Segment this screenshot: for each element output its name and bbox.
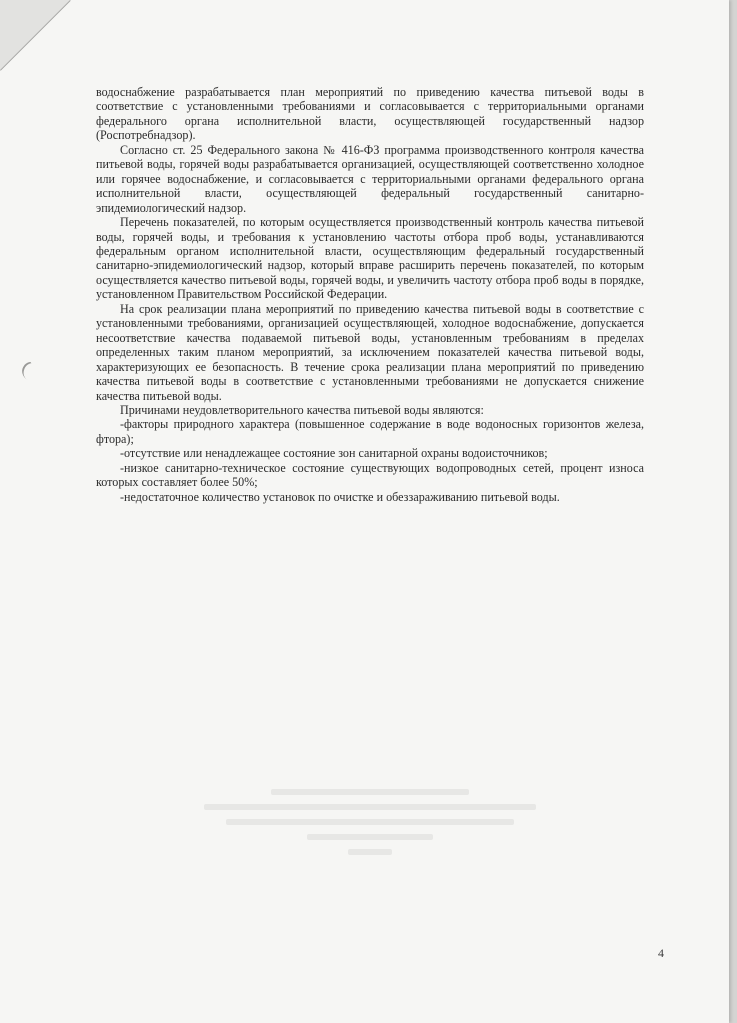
paragraph-3: Перечень показателей, по которым осуществляется производственный контроль качества питьевой воды, горячей воды, и требования к установлению частоты отбора проб воды, устанавливаются федеральным органом исполнительной власти, осуществляющим федеральный государственный санитарно-эпидемиологический надзор, который вправе расширить перечень показателей, по которым осуществляется качество питьевой воды, горячей воды, и увеличить частоту отбора проб воды в порядке, установленном Правительством Российской Федерации. bbox=[96, 215, 644, 302]
list-item-2: -отсутствие или ненадлежащее состояние зон санитарной охраны водоисточников; bbox=[120, 446, 548, 461]
paragraph-4: На срок реализации плана мероприятий по приведению качества питьевой воды в соответствие с установленными требованиями, организацией осуществляющей, холодное водоснабжение, допускается несоответствие качества подаваемой питьевой воды, установленным требованиям в пределах определенных таким планом мероприятий, за исключением показателей качества питьевой воды, характеризующих ее безопасность. В течение срока реализации плана мероприятий по приведению качества питьевой воды в соответствие с установленными требованиями не допускается снижение качества питьевой воды. bbox=[96, 301, 644, 403]
paragraph-2: Согласно ст. 25 Федерального закона № 416-ФЗ программа производственного контроля качества питьевой воды, горячей воды разрабатывается организацией, осуществляющей соответственно холодное или горячее водоснабжение, и согласовывается с территориальными органами федерального органа исполнительной власти, осуществляющей федеральный государственный санитарно-эпидемиологический надзор. bbox=[96, 142, 644, 215]
list-item-4: -недостаточное количество установок по очистке и обеззараживанию питьевой воды. bbox=[120, 489, 560, 504]
page-number: 4 bbox=[658, 946, 664, 960]
paragraph-1: водоснабжение разрабатывается план мероприятий по приведению качества питьевой воды в соответствие с установленными требованиями и согласовывается с территориальными органами федерального органа исполнительной власти, осуществляющей государственный надзор (Роспотребнадзор). bbox=[96, 85, 644, 143]
paragraph-5: Причинами неудовлетворительного качества питьевой воды являются: bbox=[120, 402, 484, 417]
punch-hole-mark bbox=[19, 358, 46, 384]
document-body bbox=[96, 85, 644, 504]
bleed-through-text bbox=[190, 780, 550, 900]
list-item-3: -низкое санитарно-техническое состояние существующих водопроводных сетей, процент износа которых составляет более 50%; bbox=[96, 460, 644, 490]
list-item-1: -факторы природного характера (повышенное содержание в воде водоносных горизонтов железа, фтора); bbox=[96, 417, 644, 446]
